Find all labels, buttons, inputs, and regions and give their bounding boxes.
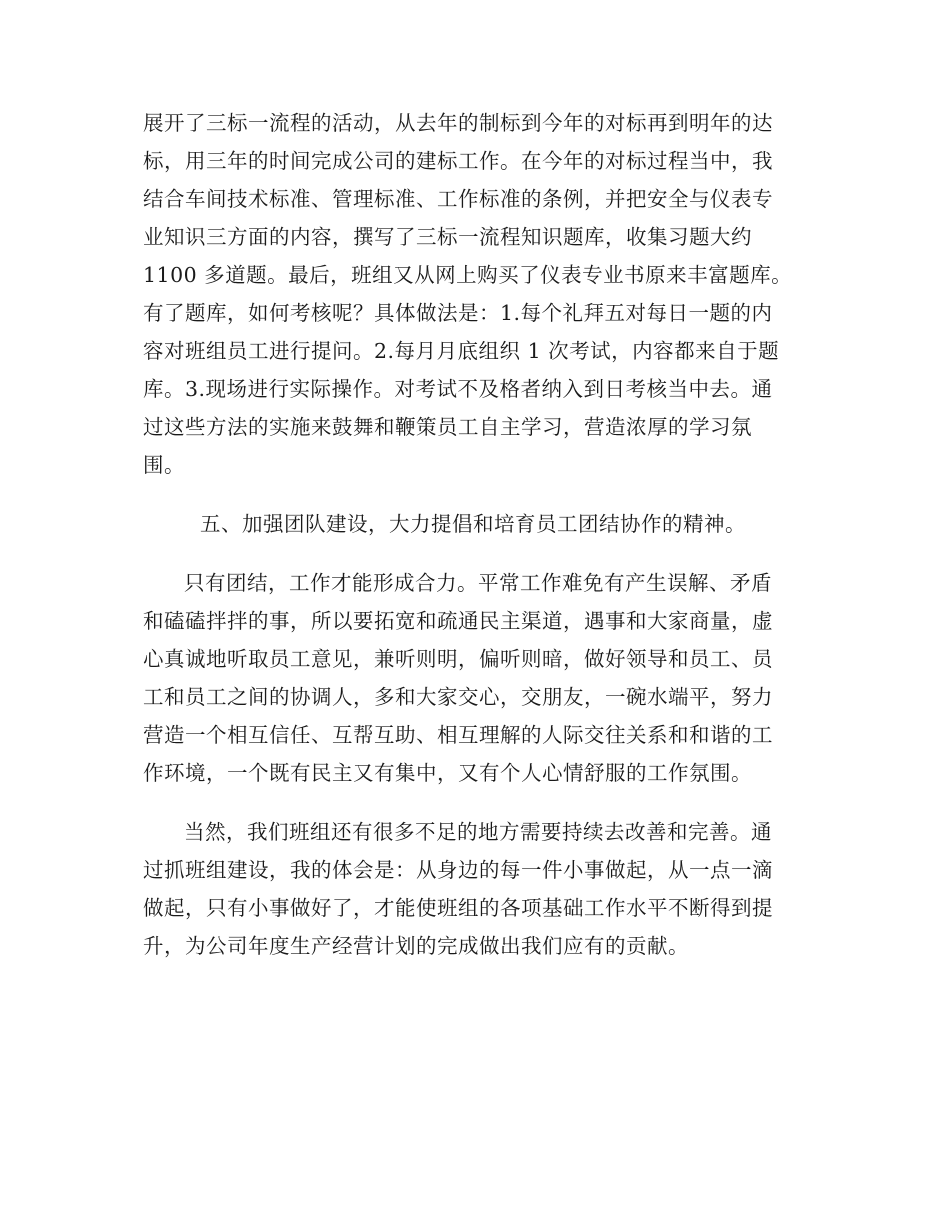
section-heading-team-building [143,505,807,543]
text-line: 标，用三年的时间完成公司的建标工作。在今年的对标过程当中，我 [143,149,773,173]
text-line: 1100 多道题。最后，班组又从网上购买了仪表专业书原来丰富题库。 [143,263,793,287]
text-line: 只有团结，工作才能形成合力。平常工作难免有产生误解、矛盾 [184,571,772,595]
text-line: 作环境，一个既有民主又有集中，又有个人心情舒服的工作氛围。 [143,761,752,785]
text-line: 当然，我们班组还有很多不足的地方需要持续去改善和完善。通 [184,820,772,844]
text-line: 展开了三标一流程的活动，从去年的制标到今年的对标再到明年的达 [143,111,773,135]
text-line: 围。 [143,453,185,477]
text-line: 心真诚地听取员工意见，兼听则明，偏听则暗，做好领导和员工、员 [143,647,773,671]
text-line: 营造一个相互信任、互帮互助、相互理解的人际交往关系和和谐的工 [143,723,773,747]
text-line: 容对班组员工进行提问。2.每月月底组织 1 次考试，内容都来自于题 [143,339,780,363]
text-line: 库。3.现场进行实际操作。对考试不及格者纳入到日考核当中去。通 [143,377,773,401]
text-line: 结合车间技术标准、管理标准、工作标准的条例，并把安全与仪表专 [143,187,773,211]
paragraph-study-question-bank [143,104,807,484]
paragraph-team-unity [143,564,807,792]
section-heading-text: 五、加强团队建设，大力提倡和培育员工团结协作的精神。 [200,512,746,536]
text-line: 工和员工之间的协调人，多和大家交心，交朋友，一碗水端平，努力 [143,685,773,709]
text-line: 有了题库，如何考核呢？具体做法是：1.每个礼拜五对每日一题的内 [143,301,773,325]
text-line: 业知识三方面的内容，撰写了三标一流程知识题库，收集习题大约 [143,225,752,249]
text-line: 过这些方法的实施来鼓舞和鞭策员工自主学习，营造浓厚的学习氛 [143,415,752,439]
text-line: 和磕磕拌拌的事，所以要拓宽和疏通民主渠道，遇事和大家商量，虚 [143,609,773,633]
text-line: 做起，只有小事做好了，才能使班组的各项基础工作水平不断得到提 [143,896,773,920]
text-line: 过抓班组建设，我的体会是：从身边的每一件小事做起，从一点一滴 [143,858,773,882]
document-body [143,104,807,965]
paragraph-conclusion [143,813,807,965]
text-line: 升，为公司年度生产经营计划的完成做出我们应有的贡献。 [143,934,689,958]
